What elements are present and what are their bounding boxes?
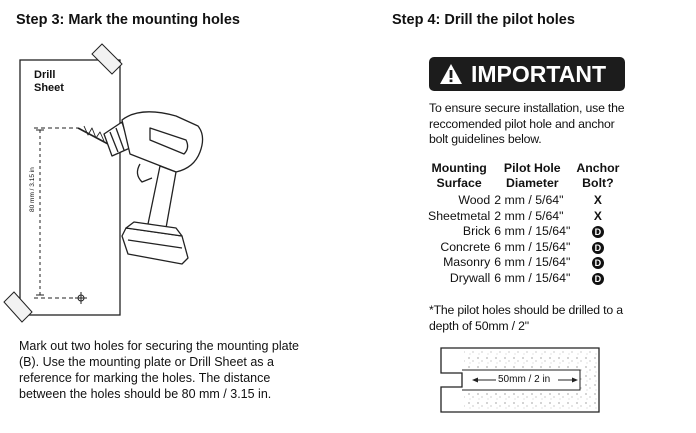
row-surface: Concrete	[440, 239, 491, 254]
table-row	[426, 224, 623, 240]
header-bolt: Anchor Bolt?	[576, 161, 620, 190]
warning-triangle-icon	[439, 63, 463, 85]
bolt-x-icon: X	[593, 193, 602, 207]
drill-sheet-label-line1: Drill	[34, 69, 56, 81]
row-surface: Drywall	[449, 270, 491, 285]
row-surface: Sheetmetal	[428, 208, 491, 223]
step3-description: Mark out two holes for securing the mounting plate (B). Use the mounting plate or Drill Sheet as a reference for marking the holes. The distance between the holes should be 80 mm / 3.15 in.	[19, 339, 300, 401]
table-row	[426, 271, 623, 287]
anchor-bolt-icon: D	[572, 271, 623, 287]
step4-footnote: *The pilot holes should be drilled to a depth of 50mm / 2"	[429, 303, 623, 333]
anchor-bolt-icon: D	[572, 224, 623, 240]
row-diameter: 6 mm / 15/64"	[494, 270, 571, 285]
drill-sheet-label	[34, 69, 64, 95]
drill-sheet-label-line2: Sheet	[34, 82, 64, 94]
anchor-bolt-icon: D	[572, 240, 623, 256]
bolt-x-icon: X	[593, 208, 602, 223]
row-surface: Wood	[458, 193, 491, 207]
table-row	[426, 240, 623, 256]
important-banner	[429, 57, 625, 91]
row-diameter: 6 mm / 15/64"	[494, 255, 571, 270]
row-diameter: 2 mm / 5/64"	[494, 208, 564, 223]
table-row	[426, 209, 623, 225]
table-row	[426, 255, 623, 271]
table-row	[426, 193, 623, 209]
banner-text: IMPORTANT	[471, 60, 607, 87]
step3-title: Step 3: Mark the mounting holes	[16, 12, 240, 28]
step4-title: Step 4: Drill the pilot holes	[392, 12, 575, 28]
anchor-bolt-icon: D	[572, 255, 623, 271]
step4-intro: To ensure secure installation, use the reccomended pilot hole and anchor bolt guidelines below.	[429, 101, 625, 146]
dimension-label: 80 mm / 3.15 in	[29, 167, 36, 212]
row-diameter: 6 mm / 15/64"	[494, 224, 571, 239]
row-surface: Brick	[462, 224, 491, 239]
header-surface: Mounting Surface	[431, 161, 487, 190]
depth-label: 50mm / 2 in	[498, 374, 551, 385]
row-diameter: 2 mm / 5/64"	[494, 193, 564, 207]
header-diameter: Pilot Hole Diameter	[503, 161, 561, 190]
table-header-row	[426, 161, 623, 193]
row-diameter: 6 mm / 15/64"	[494, 239, 571, 254]
row-surface: Masonry	[443, 255, 491, 270]
guidelines-table	[426, 161, 623, 287]
